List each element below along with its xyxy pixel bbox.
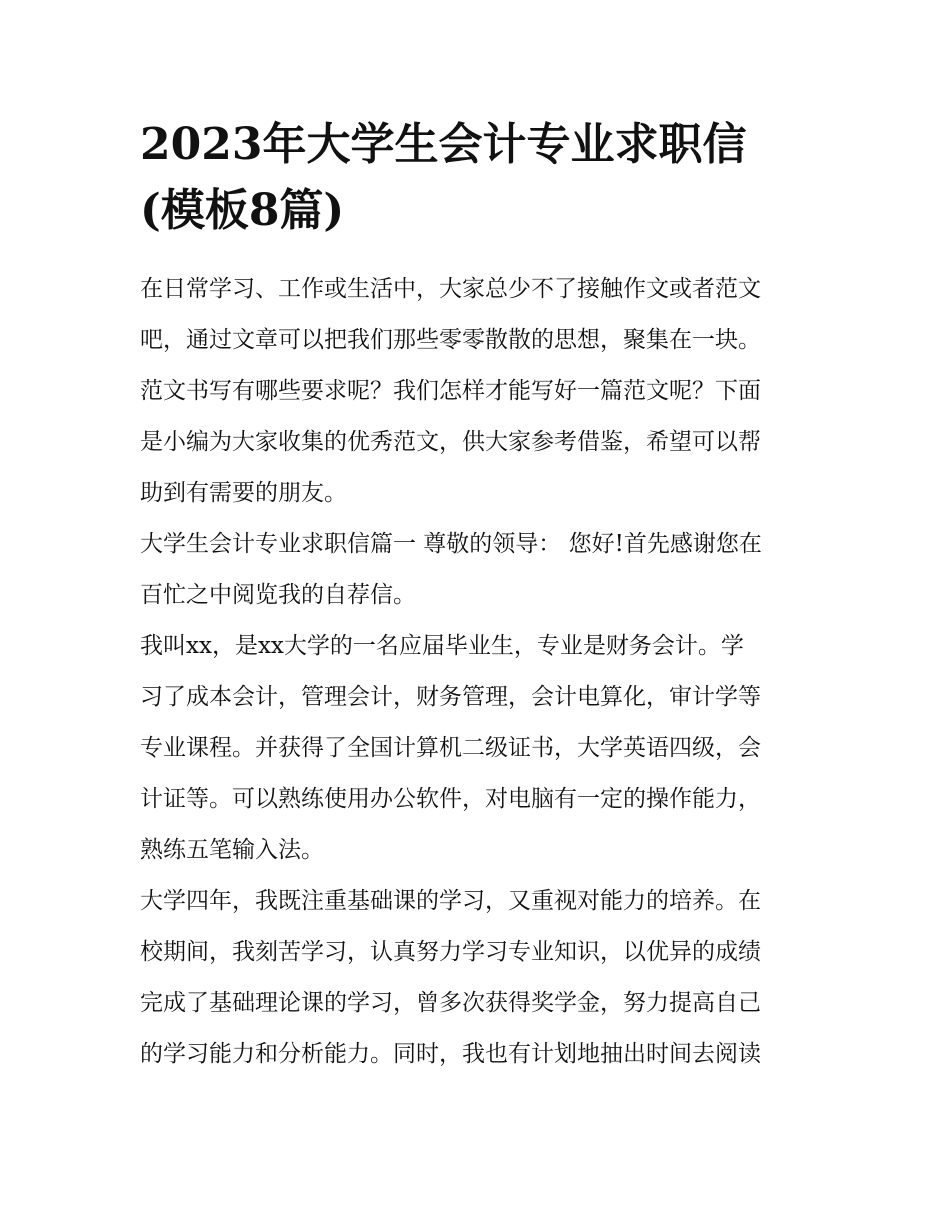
text-line: 百忙之中阅览我的自荐信。 — [140, 582, 416, 608]
text-line: 范文书写有哪些要求呢？我们怎样才能写好一篇范文呢？下面 — [140, 378, 761, 404]
text-line: 熟练五笔输入法。 — [140, 837, 324, 863]
text-line: 专业课程。并获得了全国计算机二级证书，大学英语四级，会 — [140, 735, 761, 761]
text-line: 是小编为大家收集的优秀范文，供大家参考借鉴，希望可以帮 — [140, 429, 761, 455]
paragraph-greeting — [140, 519, 812, 621]
paragraph-background — [140, 621, 812, 876]
paragraph-intro — [140, 264, 812, 519]
text-line: 大学四年，我既注重基础课的学习，又重视对能力的培养。在 — [140, 888, 761, 914]
text-line: 习了成本会计，管理会计，财务管理，会计电算化，审计学等 — [140, 684, 761, 710]
text-line: 助到有需要的朋友。 — [140, 480, 347, 506]
text-line: 大学生会计专业求职信篇一 尊敬的领导： 您好!首先感谢您在 — [140, 531, 762, 557]
text-line: 我叫xx，是xx大学的一名应届毕业生，专业是财务会计。学 — [140, 633, 744, 659]
text-line: 校期间，我刻苦学习，认真努力学习专业知识，以优异的成绩 — [140, 939, 761, 965]
text-line: 完成了基础理论课的学习，曾多次获得奖学金，努力提高自己 — [140, 990, 761, 1016]
text-line: 的学习能力和分析能力。同时，我也有计划地抽出时间去阅读 — [140, 1041, 761, 1067]
text-line: 在日常学习、工作或生活中，大家总少不了接触作文或者范文 — [140, 276, 761, 302]
title-line-1: 2023年大学生会计专业求职信 — [140, 119, 747, 170]
text-line: 计证等。可以熟练使用办公软件，对电脑有一定的操作能力， — [140, 786, 761, 812]
text-line: 吧，通过文章可以把我们那些零零散散的思想，聚集在一块。 — [140, 327, 761, 353]
title-line-2: (模板8篇) — [140, 185, 345, 236]
paragraph-study — [140, 876, 812, 1080]
document-title — [140, 112, 812, 244]
document-page — [140, 112, 812, 1080]
